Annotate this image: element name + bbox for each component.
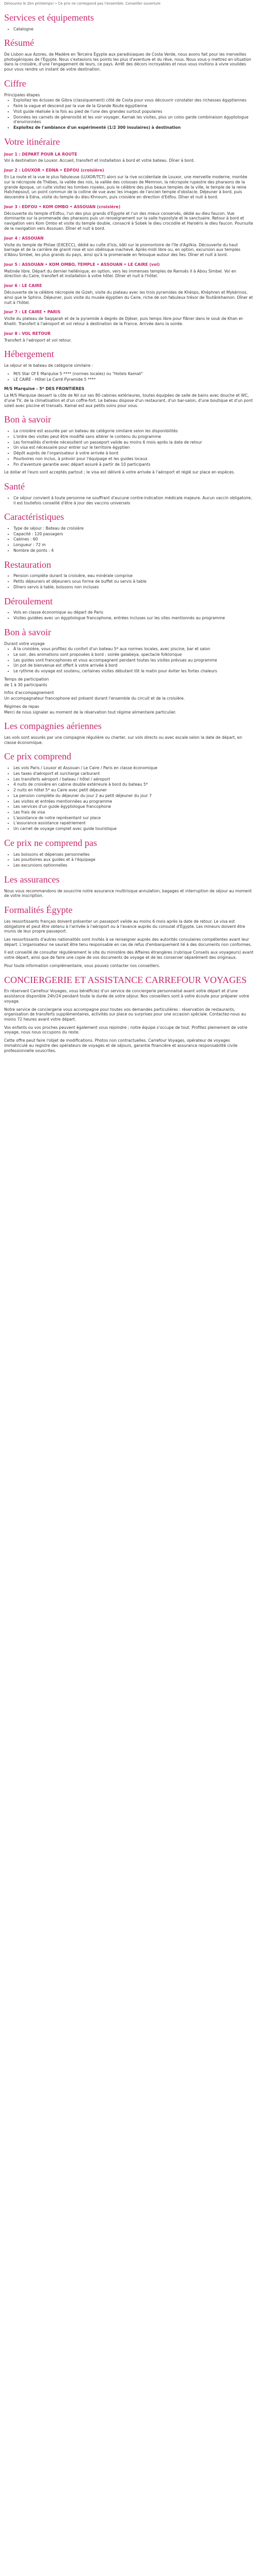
bon-item: • Fin d'aventure garantie avec départ assuré à partir de 10 participants (13, 462, 254, 467)
prix-comprend-item: • Un carnet de voyage complet avec guide touristique (13, 826, 254, 832)
day-title: Jour 4 : ASSOUAN (4, 235, 44, 241)
info-title: Infos d'accompagnement (4, 690, 54, 696)
prix-comprend-item: • Les frais de visa (13, 810, 254, 815)
conciergerie-title: CONCIERGERIE ET ASSISTANCE CARREFOUR VOYAGES (4, 974, 247, 985)
prix-comprend-item: • 4 nuits de croisière en cabine double extérieure à bord du bateau 5* (13, 782, 254, 787)
restauration-title: Restauration (4, 559, 51, 570)
caracteristiques-item: • Type de séjour : Bateau de croisière (13, 526, 254, 531)
day-text: Matinée libre. Départ du dernier hellénique, en option, vers les immenses temples de Ramsès II à Abou Simbel. Vol en direction du Caire, transfert et installation à votre hôtel. Dîner et nuit à l'hôtel. (4, 268, 236, 279)
prix-non-item: • Les pourboires aux guides et à l'équipage (13, 857, 254, 862)
assurances-title: Les assurances (4, 874, 60, 885)
ciffre-item: • Visit guide réalisée à la fois au pied de l'une des grandes surtout populaires (13, 109, 254, 114)
bon-item: • Dépôt auprès de l'organisateur à votre arrivée à bord (13, 451, 254, 456)
sante-item: • Ce séjour convient à toute personne ne souffrant d'aucune contre-indication médicale majeure. Aucun vaccin obligatoire, il est toutefois conseillé d'être à jour des vaccins universels (13, 496, 254, 505)
sante-list (4, 496, 254, 505)
prix-comprend-item: • L'assurance assistance rapatriement (13, 821, 254, 826)
hebergement-item: • LE CAIRE - Hôtel Le Carré Pyramide 5 **** (13, 377, 254, 382)
resume-text: De Lisbon aux Azores, de Madère en Terceira Égypte aux paradisiaques de Costa Verde, nous avons fait pour les merveilles photogéniques de l'Égypte. Nous s'extasions les points les plus d'aventure et du rêve, nous. Nous vous-y mettrez en situation dans la croisière, d'une l'engagement de leurs, ce pays. Arrêt des décors incroyables et nous vous invitons à vivre voulides pour vous rendre un instant de votre destination. (4, 52, 251, 72)
hebergement-list (4, 371, 254, 382)
prix-comprend-item: • Les services d'un guide égyptologue francophone (13, 804, 254, 809)
services-item: • Catalogne (13, 27, 254, 32)
prix-comprend-item: • Les visites et entrées mentionnées au programme (13, 799, 254, 804)
formalites-text: Pour toute information complémentaire, vous pouvez contacter nos conseillers. (4, 963, 160, 968)
day-title: Jour 2 : LOUXOR • EDNA • EDFOU (croisière) (4, 168, 104, 173)
day-title: Jour 7 : LE CAIRE • PARIS (4, 310, 61, 315)
bon2-subtitle: Durant votre voyage (4, 641, 45, 646)
ciffre-item: • Exploitez les écluses de Gibra (classiquement) côté de Costa pour vous découvrir constater des richesses égyptiennes (13, 98, 254, 103)
itinerary-title: Votre itinéraire (4, 136, 60, 147)
formalites-text: Les ressortissants d'autres nationalités sont invités à se renseigner auprès des autorités consulaires compétentes avant leur départ. L'organisateur ne saurait être tenu responsable en cas de refus d'embarquement lié à des documents non conformes. (4, 937, 252, 947)
day-title: Jour 8 : VOL RETOUR (4, 331, 51, 336)
deroulement-list (4, 610, 254, 620)
bon2-list (4, 647, 254, 674)
hebergement-note-text: La M/S Marquise dessert la côte de Nil sur ses 80 cabines extérieures, toutes équipées de salle de bains avec douche et WC, d'une TV, de la climatisation et d'un coffre-fort. Le bateau dispose d'un restaurant, d'un bar-salon, d'une boutique et d'un pont soleil avec piscine et transats. Kamal est aux petits soins pour vous. (4, 393, 253, 408)
day-title: Jour 5 : ASSOUAN • KOM OMBO, TEMPLE • ASSOUAN • LE CAIRE (vol) (4, 262, 160, 267)
ciffre-list (4, 98, 254, 130)
prix-comprend-item: • L'assistance de notre représentant sur place (13, 816, 254, 821)
prix-comprend-item: • La pension complète du déjeuner du jour 2 au petit déjeuner du jour 7 (13, 793, 254, 799)
prix-non-list (4, 852, 254, 868)
prix-non-item: • Les boissons et dépenses personnelles (13, 852, 254, 857)
prix-comprend-title: Ce prix comprend (4, 751, 71, 762)
bon2-item: • Les guides sont francophones et vous accompagnent pendant toutes les visites prévues au programme (13, 658, 254, 663)
conciergerie-text: En réservant Carrefour Voyages, vous bénéficiez d'un service de conciergerie personnalisé avant votre départ et d'une assistance disponible 24h/24 pendant toute la durée de votre séjour. Nos conseillers sont à votre écoute pour préparer votre voyage. (4, 989, 249, 1004)
conciergerie-text: Vos enfants ou vos proches peuvent également vous rejoindre ; notre équipe s'occupe de tout. Profitez pleinement de votre voyage, nous nous occupons du reste. (4, 1025, 248, 1035)
ciffre-subtitle: Principales étapes (4, 92, 40, 97)
deroulement-item: • Vols en classe économique au départ de Paris (13, 610, 254, 615)
bon2-item: • Le rythme du voyage est soutenu, certaines visites débutant tôt le matin pour éviter les fortes chaleurs (13, 669, 254, 674)
day-text: Vol à destination de Louxor. Accueil, transfert et installation à bord et votre bateau. Dîner à bord. (4, 158, 195, 163)
regime-text: Merci de nous signaler au moment de la réservation tout régime alimentaire particulier. (4, 709, 176, 715)
caracteristiques-item: • Nombre de ponts : 4 (13, 548, 254, 553)
deroulement-item: • Visites guidées avec un égyptologue francophone, entrées incluses sur les sites mentionnés au programme (13, 616, 254, 621)
hebergement-intro: Le séjour et le bateau de catégorie similaire : (4, 363, 93, 368)
day-text: Découverte de la célèbre nécropole de Gizeh, visite du plateau avec les trois pyramides de Khéops, Khéphren et Mykérinos, ainsi que le Sphinx. Déjeuner, puis visite du musée égyptien du Caire, riche de son fabuleux trésor de Toutânkhamon. Dîner et nuit à l'hôtel. (4, 290, 253, 305)
prix-comprend-list (4, 766, 254, 832)
day-text: Transfert à l'aéroport et vol retour. (4, 337, 72, 343)
day-text: Visite du temple de Philae (EXCECC), dédié au culte d'Isis, bâti sur le promontoire de l'île d'Agilkia. Découverte du haut barrage et de la carrière de granit rose et son obélisque inachevé. Après-midi libre ou, en option, excursion aux temples d'Abou Simbel, les plus grands du pays, ainsi qu'à la promenade en felouque autour des îles. Dîner et nuit à bord. (4, 242, 240, 258)
prix-non-title: Ce prix ne comprend pas (4, 837, 97, 848)
conciergerie-text: Notre service de conciergerie vous accompagne pour toutes vos demandes particulières : réservation de restaurants, organisation de transferts supplémentaires, activités sur place ou surprises pour une occasion spéciale. Contactez-nous au moins 72 heures avant votre départ. (4, 1007, 246, 1022)
bon2-title: Bon à savoir (4, 626, 51, 637)
bon2-item: • Le soir, des animations sont proposées à bord : soirée galabeya, spectacle folklorique (13, 652, 254, 657)
bon-list (4, 429, 254, 467)
ciffre-item: • Données les carnets de génerosité et les voir voyager, Karnak les visites, plus un colos garde combinaison égyptologue d'environnées (13, 115, 254, 125)
formalites-text: Les ressortissants français doivent présenter un passeport valide au moins 6 mois après la date de retour. Le visa est obligatoire et peut être obtenu à l'arrivée à l'aéroport ou à l'avance auprès du consulat d'Égypte. Les mineurs doivent être munis de leur propre passeport. (4, 919, 245, 934)
assurances-text: Nous vous recommandons de souscrire notre assurance multirisque annulation, bagages et interruption de séjour au moment de votre inscription. (4, 888, 252, 899)
restauration-item: • Petits déjeuners et déjeuners sous forme de buffet ou servis à table (13, 579, 254, 584)
ciffre-item: • Faire la vague et descend par la vue de la Grande Route égyptienne (13, 104, 254, 109)
day-title: Jour 1 : DEPART POUR LA ROUTE (4, 151, 77, 157)
restauration-item: • Dîners servis à table, boissons non incluses (13, 585, 254, 590)
bon2-item: • À la croisière, vous profitez du confort d'un bateau 5* aux normes locales, avec piscine, bar et salon (13, 647, 254, 652)
header-notice: Dérouvrez le Zen printemps! • Ce prix ne correspond pas l'ensemble. Conseiller ouverture (4, 2, 160, 6)
prix-non-item: • Les excursions optionnelles (13, 863, 254, 868)
day-title: Jour 6 : LE CAIRE (4, 283, 42, 289)
bon-item: • Pourboires non inclus, à prévoir pour l'équipage et les guides locaux (13, 456, 254, 462)
prix-comprend-item: • Les transferts aéroport / bateau / hôtel / aéroport (13, 777, 254, 782)
services-list (4, 27, 254, 32)
deroulement-title: Déroulement (4, 596, 53, 606)
conciergerie-text: Cette offre peut faire l'objet de modifications. Photos non contractuelles. Carrefour Voyages, opérateur de voyages immatriculé au registre des opérateurs de voyages et de séjours, garantie financière et assurance responsabilité civile professionnelle souscrites. (4, 1038, 238, 1053)
info-text: Un accompagnateur francophone est présent durant l'ensemble du circuit et de la croisière. (4, 696, 185, 701)
bon2-item: • Un pot de bienvenue est offert à votre arrivée à bord (13, 663, 254, 668)
compagnie-title: Les compagnies aériennes (4, 721, 102, 732)
resume-title: Résumé (4, 38, 34, 48)
compagnie-text: Les vols sont assurés par une compagnie régulière ou charter, sur vols directs ou avec escale selon la date de départ, en classe économique. (4, 735, 243, 745)
temps-title: Temps de participation (4, 676, 49, 682)
caracteristiques-title: Caractéristiques (4, 512, 64, 522)
bon-item: • L'ordre des visites peut être modifié sans altérer le contenu du programme (13, 434, 254, 439)
bon-item: • Les formalités d'entrée nécessitent un passeport valide au moins 6 mois après la date de retour (13, 440, 254, 445)
prix-comprend-item: • Les taxes d'aéroport et surcharge carburant (13, 771, 254, 776)
ciffre-item: • Exploitez de l'ambiance d'un expérimenté (1/2 300 insulaires) à destination (13, 125, 254, 130)
day-text: Visite du plateau de Saqqarah et de la pyramide à degrés de Djéser, puis temps libre pour flâner dans le souk de Khan el-Khalili. Transfert à l'aéroport et vol retour à destination de la France. Arrivée dans la soirée. (4, 316, 244, 326)
restauration-item: • Pension complète durant la croisière, eau minérale comprise (13, 573, 254, 579)
temps-text: de 1 à 30 participants (4, 682, 47, 687)
prix-comprend-item: • 2 nuits en hôtel 5* au Caire avec petit déjeuner (13, 788, 254, 793)
product-page (0, 0, 258, 1059)
services-title: Services et équipements (4, 12, 94, 23)
formalites-title: Formalités Égypte (4, 905, 73, 916)
caracteristiques-item: • Longueur : 72 m (13, 543, 254, 548)
bon-text: Le dollar et l'euro sont acceptés partout ; le visa est délivré à votre arrivée à l'aéroport et réglé sur place en espèces. (4, 470, 235, 475)
sante-title: Santé (4, 481, 25, 492)
regime-title: Régimes de repas (4, 704, 39, 709)
ciffre-title: Ciffre (4, 78, 26, 89)
bon-item: • Un visa est nécessaire pour entrer sur le territoire égyptien (13, 445, 254, 450)
caracteristiques-item: • Capacité : 120 passagers (13, 532, 254, 537)
formalites-text: Il est conseillé de consulter régulièrement le site du ministère des Affaires étrangères (rubrique Conseils aux voyageurs) avant votre départ, ainsi que de faire une copie de vos documents de voyage et de les conserver séparément des originaux. (4, 950, 253, 960)
caracteristiques-list (4, 526, 254, 553)
hebergement-note-title: M/S Marquise - 5* DES FRONTIÈRES (4, 386, 85, 392)
restauration-list (4, 573, 254, 589)
prix-comprend-item: • Les vols Paris / Louxor et Assouan / Le Caire / Paris en classe économique (13, 766, 254, 771)
bon-item: • La croisière est assurée par un bateau de catégorie similaire selon les disponibilités (13, 429, 254, 434)
caracteristiques-item: • Cabines : 60 (13, 537, 254, 542)
hebergement-item: • M/S Star Of E Marquise 5 **** (normes locales) ou "Hotels Kamali" (13, 371, 254, 377)
day-title: Jour 3 : EDFOU • KOM OMBO • ASSOUAN (croisière) (4, 204, 121, 209)
day-text: En La route et la vue le plus fabuleuse (LUXOR/TCT) alors sur la rive occidentale de Louxor, une merveille moderne, montée sur la nécropole de Thèbes, la vallée des rois, la vallée des colosses de Memnon, la nécropole rupestre des pharaons de la grande époque, un culte visitez les tombes royales, puis le célèbre des plus beaux temples de la ville, le temple de la reine Hatchepsout, un point commun de la colline de vue avec les images de l'ancien temple d'obstacle. Déjeuner à bord, puis descendre à Edna, visite du temple du dieu Khnoum, puis croisière en direction d'Edfou. Dîner et nuit à bord. (4, 175, 247, 200)
day-text: Découverte du temple d'Edfou, l'un des plus grands d'Égypte et l'un des mieux conservés, dédié au dieu faucon. Vue dominante sur la promenade des pharaons puis un renseignement sur la salle hypostyle et le sanctuaire. Retour à bord et navigation vers Kom Ombo et visite du temple double, consacré à Sobek le dieu crocodile et Haroëris le dieu faucon. Poursuite de la navigation vers Assouan. Dîner et nuit à bord. (4, 211, 253, 231)
hebergement-title: Hébergement (4, 349, 54, 360)
bon-title: Bon à savoir (4, 414, 51, 425)
